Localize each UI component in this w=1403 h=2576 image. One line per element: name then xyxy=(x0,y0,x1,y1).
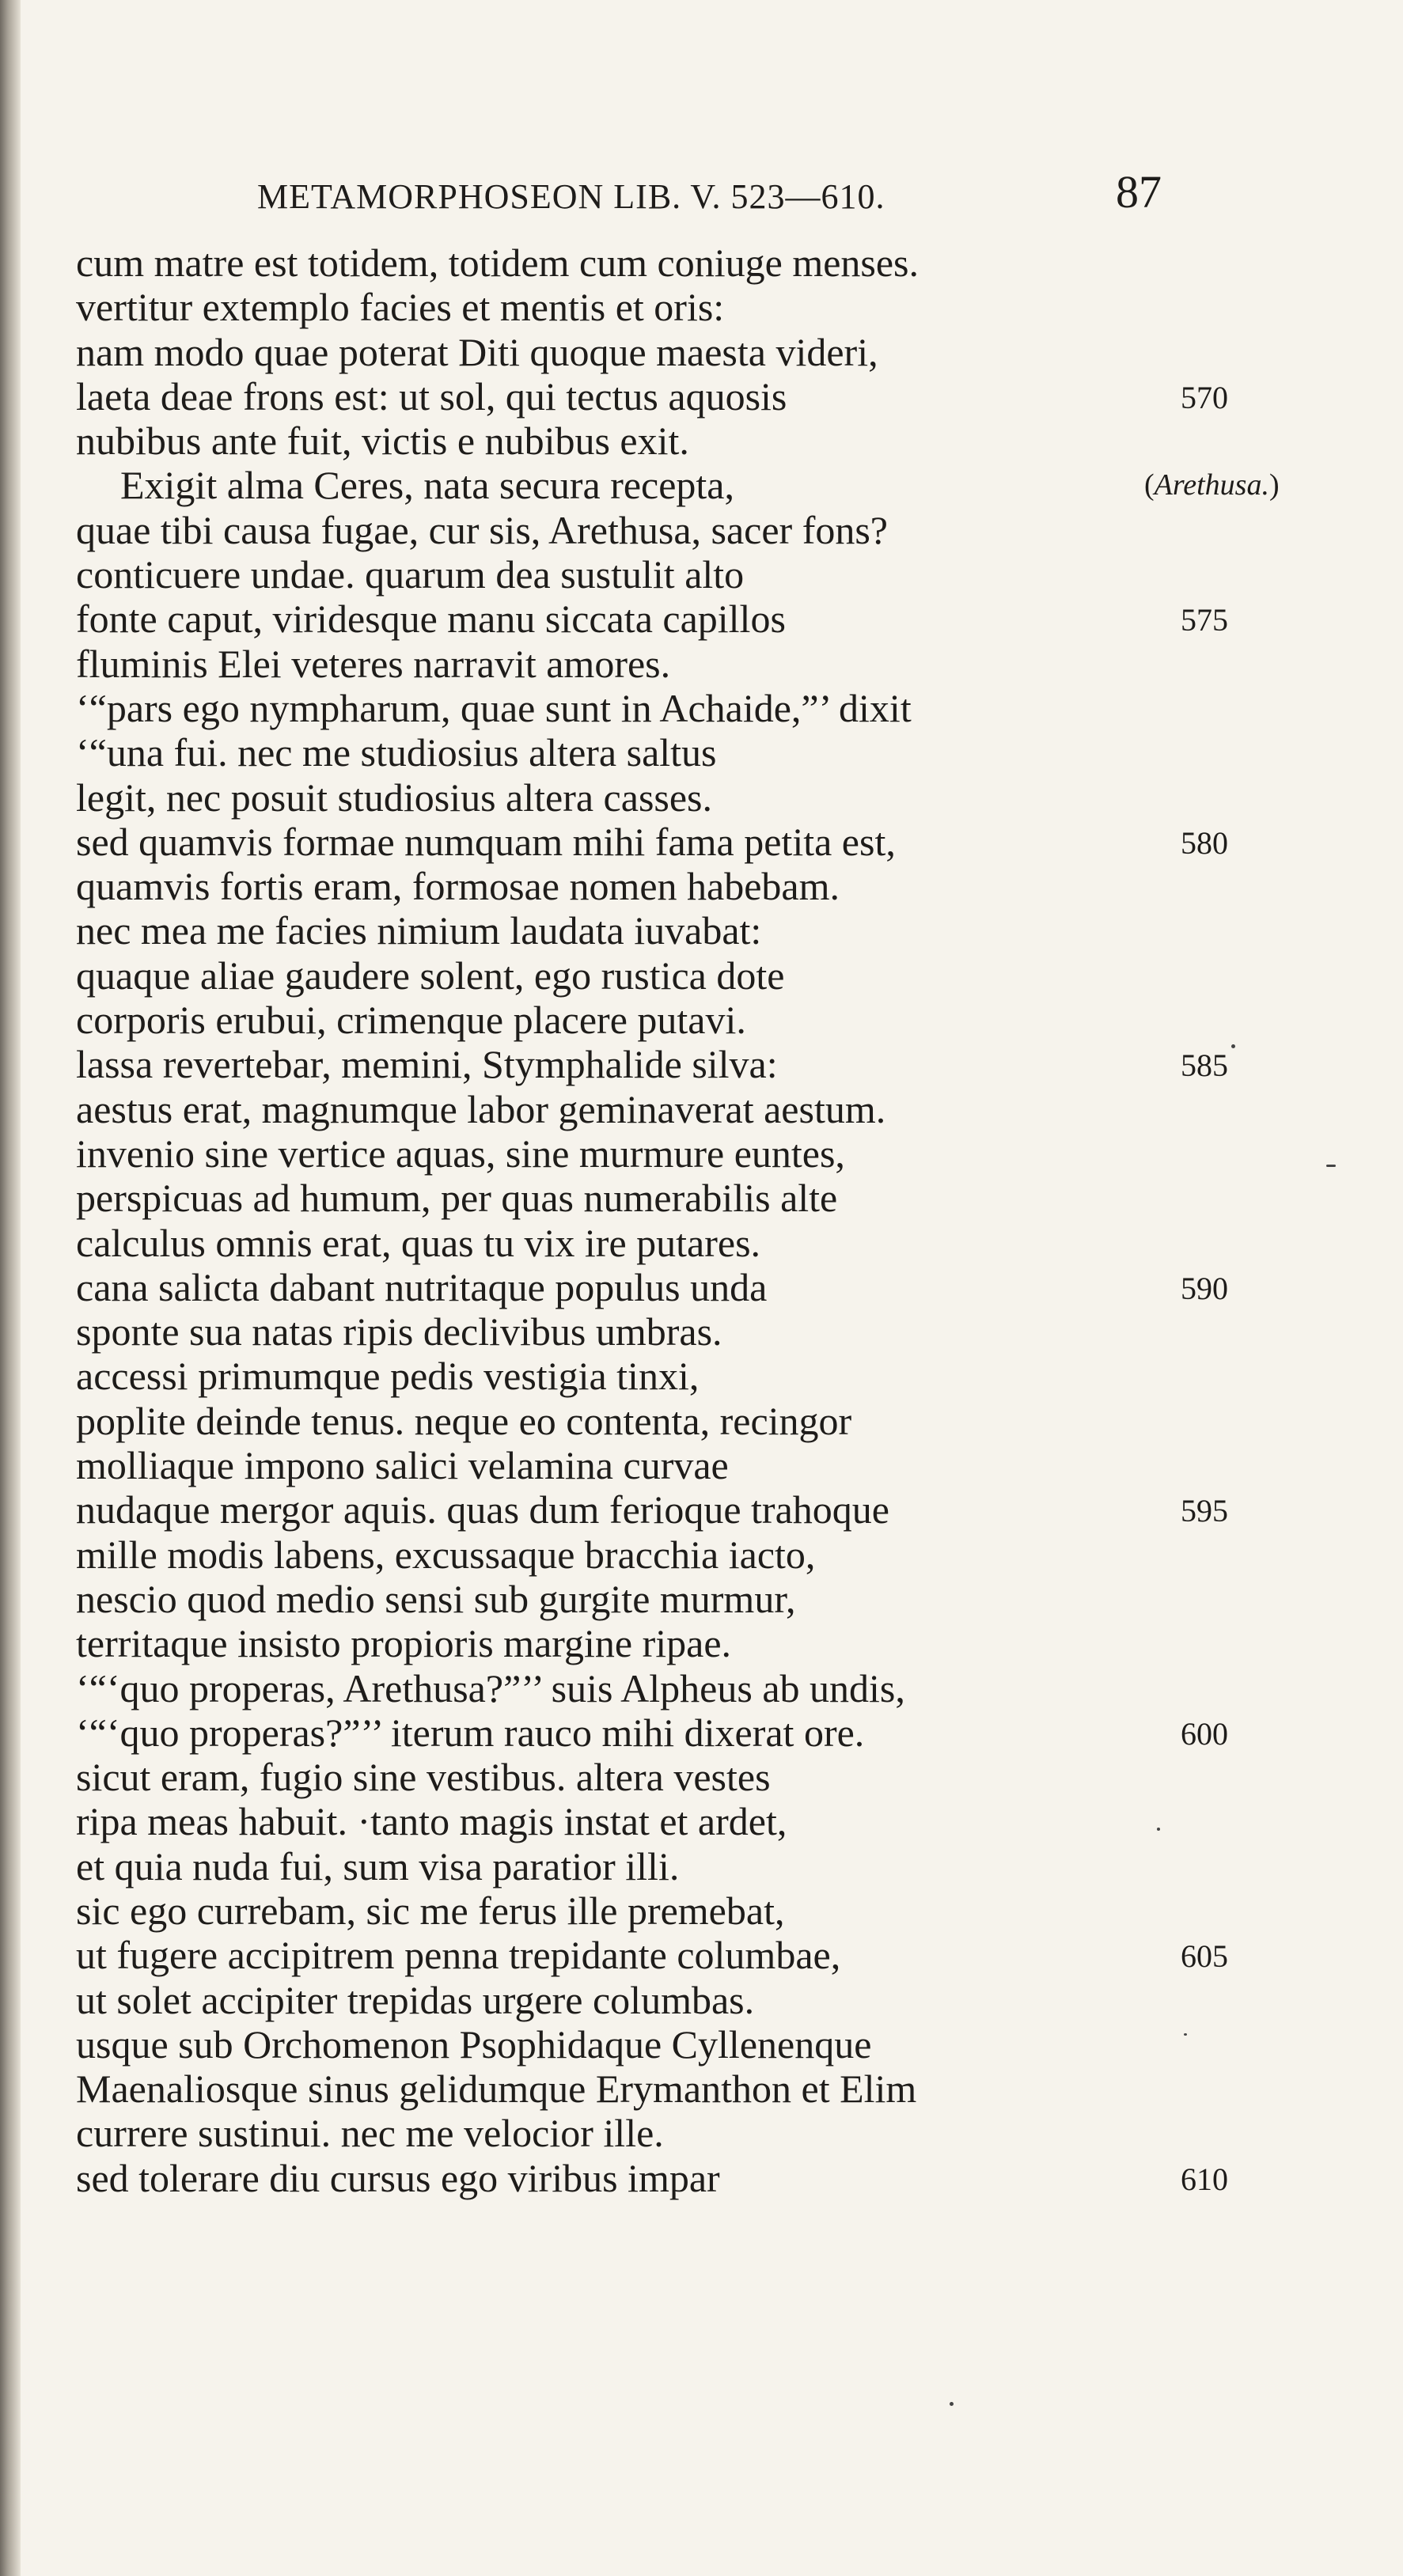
verse-line xyxy=(76,1087,1358,1131)
verse-line xyxy=(76,1131,1358,1176)
verse-line-text: ‘“pars ego nympharum, quae sunt in Achaide,”’ dixit xyxy=(76,685,912,730)
verse-line xyxy=(76,998,1358,1042)
line-number: 610 xyxy=(1181,2161,1228,2197)
line-number: 595 xyxy=(1181,1493,1228,1529)
verse-line-text: nudaque mergor aquis. quas dum ferioque trahoque xyxy=(76,1487,889,1532)
verse-line-text: laeta deae frons est: ut sol, qui tectus aquosis xyxy=(76,373,787,419)
verse-line-text: sed quamvis formae numquam mihi fama petita est, xyxy=(76,819,896,864)
verse-line xyxy=(76,374,1358,419)
verse-line-text: usque sub Orchomenon Psophidaque Cyllenenque xyxy=(76,2021,872,2066)
verse-line-text: nam modo quae poterat Diti quoque maesta videri, xyxy=(76,329,878,374)
verse-line xyxy=(76,1399,1358,1443)
verse-line-text: territaque insisto propioris margine ripae. xyxy=(76,1621,732,1666)
verse-line xyxy=(76,2111,1358,2155)
verse-line-text: quae tibi causa fugae, cur sis, Arethusa, sacer fons? xyxy=(76,507,889,552)
paper-speck xyxy=(1184,2033,1187,2036)
margin-note: (Arethusa.) xyxy=(1144,468,1280,502)
verse-line xyxy=(76,1755,1358,1799)
paper-speck xyxy=(1157,1828,1160,1831)
line-number: 605 xyxy=(1181,1938,1228,1975)
verse-line xyxy=(76,730,1358,775)
verse-line-text: fonte caput, viridesque manu siccata capillos xyxy=(76,597,786,642)
verse-line-text: accessi primumque pedis vestigia tinxi, xyxy=(76,1354,700,1399)
verse-line-text: sicut eram, fugio sine vestibus. altera vestes xyxy=(76,1755,771,1800)
verse-line xyxy=(76,419,1358,463)
verse-line-text: currere sustinui. nec me velocior ille. xyxy=(76,2111,664,2156)
verse-line xyxy=(76,1042,1358,1086)
verse-line-text: ut solet accipiter trepidas urgere columbas. xyxy=(76,1977,755,2022)
verse-line xyxy=(76,508,1358,552)
verse-line xyxy=(76,1577,1358,1621)
verse-line-text: ‘“una fui. nec me studiosius altera saltus xyxy=(76,730,717,775)
verse-line xyxy=(76,2066,1358,2111)
verse-line-text: sic ego currebam, sic me ferus ille premebat, xyxy=(76,1888,785,1933)
verse-line xyxy=(76,597,1358,641)
verse-line-text: legit, nec posuit studiosius altera casses. xyxy=(76,775,713,820)
running-head: METAMORPHOSEON LIB. V. 523—610. xyxy=(257,177,885,216)
line-number: 570 xyxy=(1181,379,1228,415)
verse-line-text: aestus erat, magnumque labor geminaverat aestum. xyxy=(76,1086,886,1131)
line-number: 600 xyxy=(1181,1715,1228,1752)
verse-line xyxy=(76,642,1358,686)
verse-line xyxy=(76,1221,1358,1265)
verse-line-text: ‘“‘quo properas, Arethusa?”’’ suis Alpheus ab undis, xyxy=(76,1665,905,1710)
verse-line-text: nubibus ante fuit, victis e nubibus exit. xyxy=(76,419,689,464)
verse-line xyxy=(76,285,1358,329)
verse-line xyxy=(76,241,1358,285)
verse-line-text: lassa revertebar, memini, Stymphalide silva: xyxy=(76,1042,778,1087)
verse-line xyxy=(76,1443,1358,1487)
verse-line xyxy=(76,1710,1358,1755)
verse-line-text: quamvis fortis eram, formosae nomen habebam. xyxy=(76,864,840,909)
verse-line xyxy=(76,463,1358,507)
verse-line xyxy=(76,1933,1358,1977)
verse-line xyxy=(76,1532,1358,1577)
verse-line-text: corporis erubui, crimenque placere putavi. xyxy=(76,998,746,1043)
verse-line xyxy=(76,1309,1358,1354)
verse-line-text: nescio quod medio sensi sub gurgite murmur, xyxy=(76,1576,796,1621)
verse-line xyxy=(76,1621,1358,1665)
paper-speck xyxy=(1326,1165,1336,1167)
margin-note-text: Arethusa. xyxy=(1154,468,1269,502)
verse-line xyxy=(76,686,1358,730)
verse-line xyxy=(76,1176,1358,1220)
verse-line xyxy=(76,2156,1358,2200)
verse-line-text: poplite deinde tenus. neque eo contenta, recingor xyxy=(76,1398,852,1443)
verse-line xyxy=(76,330,1358,374)
verse-line-text: ut fugere accipitrem penna trepidante columbae, xyxy=(76,1933,841,1978)
verse-line xyxy=(76,1666,1358,1710)
verse-line xyxy=(76,1799,1358,1843)
line-number: 585 xyxy=(1181,1047,1228,1084)
verse-line xyxy=(76,1888,1358,1933)
verse-line xyxy=(76,1978,1358,2022)
verse-line xyxy=(76,552,1358,597)
verse-line-text: mille modis labens, excussaque bracchia iacto, xyxy=(76,1532,816,1577)
verse-line-text: quaque aliae gaudere solent, ego rustica dote xyxy=(76,953,785,998)
verse-line-text: cum matre est totidem, totidem cum coniuge menses. xyxy=(76,241,920,285)
verse-line xyxy=(76,820,1358,864)
verse-line-text: invenio sine vertice aquas, sine murmure euntes, xyxy=(76,1131,845,1176)
verse-line xyxy=(76,1354,1358,1398)
page-number: 87 xyxy=(1116,166,1162,218)
verse-line-text: cana salicta dabant nutritaque populus unda xyxy=(76,1264,768,1309)
verse-line-text: conticuere undae. quarum dea sustulit alto xyxy=(76,552,745,597)
verse-line xyxy=(76,1265,1358,1309)
verse-line xyxy=(76,908,1358,953)
verse-text xyxy=(76,241,1358,2200)
verse-line-text: ripa meas habuit. ·tanto magis instat et ardet, xyxy=(76,1799,787,1844)
verse-line-text: molliaque impono salici velamina curvae xyxy=(76,1443,729,1488)
verse-line-text: calculus omnis erat, quas tu vix ire putares. xyxy=(76,1220,761,1265)
verse-line-text: Maenaliosque sinus gelidumque Erymanthon et Elim xyxy=(76,2066,917,2112)
verse-line xyxy=(76,775,1358,820)
verse-line xyxy=(76,1487,1358,1532)
line-number: 580 xyxy=(1181,824,1228,861)
paper-speck xyxy=(950,2402,954,2406)
verse-line-text: sponte sua natas ripis declivibus umbras. xyxy=(76,1309,722,1354)
verse-line-text: et quia nuda fui, sum visa paratior illi. xyxy=(76,1843,680,1888)
verse-line-text: fluminis Elei veteres narravit amores. xyxy=(76,641,671,686)
paper-speck xyxy=(1231,1044,1235,1048)
line-number: 575 xyxy=(1181,602,1228,638)
verse-line xyxy=(76,953,1358,998)
verse-line xyxy=(76,1844,1358,1888)
verse-line-text: ‘“‘quo properas?”’’ iterum rauco mihi dixerat ore. xyxy=(76,1710,865,1755)
verse-line-text: vertitur extemplo facies et mentis et oris: xyxy=(76,285,725,330)
verse-line-text: nec mea me facies nimium laudata iuvabat: xyxy=(76,908,762,953)
verse-line-text: sed tolerare diu cursus ego viribus impar xyxy=(76,2155,720,2200)
verse-line xyxy=(76,2022,1358,2066)
verse-line-text: perspicuas ad humum, per quas numerabilis alte xyxy=(76,1176,838,1221)
verse-line xyxy=(76,864,1358,908)
verse-line-text: Exigit alma Ceres, nata secura recepta, xyxy=(120,463,735,508)
line-number: 590 xyxy=(1181,1270,1228,1306)
